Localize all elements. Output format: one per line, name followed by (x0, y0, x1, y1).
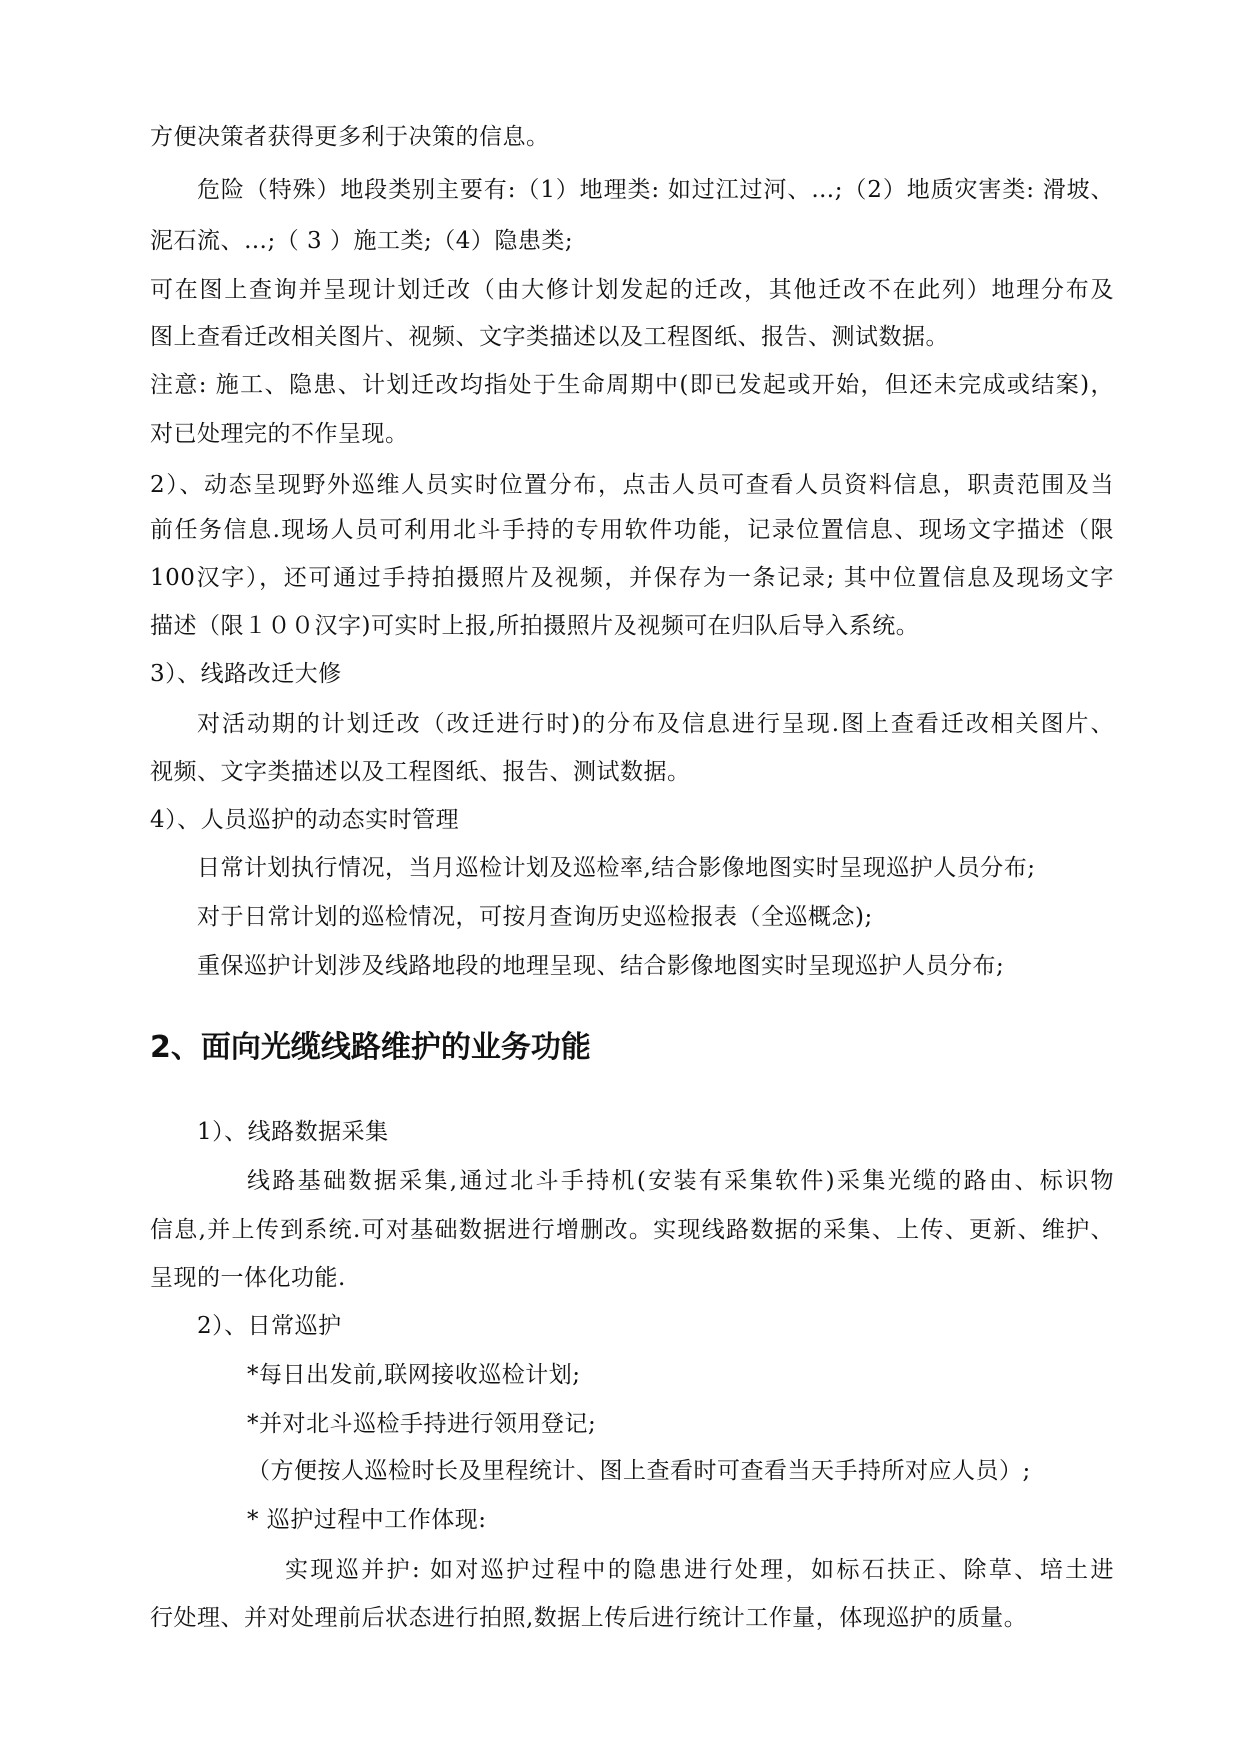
section-heading: 2、面向光缆线路维护的业务功能 (150, 1030, 591, 1065)
text-line: 1）、线路数据采集 (197, 1119, 389, 1145)
text-line: 描述（限１００汉字)可实时上报,所拍摄照片及视频可在归队后导入系统。 (150, 613, 920, 639)
text-line: *并对北斗巡检手持进行领用登记; (247, 1411, 597, 1437)
text-line: 信息,并上传到系统.可对基础数据进行增删改。实现线路数据的采集、上传、更新、维护、 (150, 1217, 1114, 1243)
text-line: 2）、日常巡护 (197, 1313, 342, 1339)
text-line: 图上查看迁改相关图片、视频、文字类描述以及工程图纸、报告、测试数据。 (150, 324, 949, 350)
text-line: *每日出发前,联网接收巡检计划; (247, 1362, 581, 1388)
text-line: 对于日常计划的巡检情况，可按月查询历史巡检报表（全巡概念); (197, 904, 873, 930)
text-line: 视频、文字类描述以及工程图纸、报告、测试数据。 (150, 759, 691, 785)
text-line: 对活动期的计划迁改（改迁进行时)的分布及信息进行呈现.图上查看迁改相关图片、 (197, 711, 1114, 737)
text-line: 方便决策者获得更多利于决策的信息。 (150, 124, 550, 150)
text-line: 日常计划执行情况，当月巡检计划及巡检率,结合影像地图实时呈现巡护人员分布; (197, 855, 1036, 881)
text-line: 泥石流、…;（ 3 ）施工类;（4）隐患类; (150, 228, 574, 254)
text-line: 危险（特殊）地段类别主要有:（1）地理类: 如过江过河、…;（2）地质灾害类: 滑坡、 (197, 177, 1114, 203)
text-line: 对已处理完的不作呈现。 (150, 421, 409, 447)
text-line: 2）、动态呈现野外巡维人员实时位置分布，点击人员可查看人员资料信息，职责范围及当 (150, 472, 1114, 498)
text-line: 实现巡并护: 如对巡护过程中的隐患进行处理，如标石扶正、除草、培土进 (285, 1557, 1114, 1583)
text-line: 线路基础数据采集,通过北斗手持机(安装有采集软件)采集光缆的路由、标识物 (247, 1168, 1114, 1194)
text-line: 4）、人员巡护的动态实时管理 (150, 807, 460, 833)
text-line: （方便按人巡检时长及里程统计、图上查看时可查看当天手持所对应人员）; (247, 1458, 1031, 1484)
text-line: 行处理、并对处理前后状态进行拍照,数据上传后进行统计工作量，体现巡护的质量。 (150, 1605, 1028, 1631)
text-line: 注意: 施工、隐患、计划迁改均指处于生命周期中(即已发起或开始，但还未完成或结案)， (150, 372, 1114, 398)
text-line: 3）、线路改迁大修 (150, 661, 342, 687)
text-line: * 巡护过程中工作体现: (247, 1507, 487, 1533)
text-line: 可在图上查询并呈现计划迁改（由大修计划发起的迁改，其他迁改不在此列）地理分布及 (150, 277, 1114, 303)
text-line: 100汉字），还可通过手持拍摄照片及视频，并保存为一条记录; 其中位置信息及现场文字 (150, 565, 1114, 591)
text-line: 呈现的一体化功能. (150, 1265, 346, 1291)
text-line: 前任务信息.现场人员可利用北斗手持的专用软件功能，记录位置信息、现场文字描述（限 (150, 517, 1114, 543)
text-line: 重保巡护计划涉及线路地段的地理呈现、结合影像地图实时呈现巡护人员分布; (197, 953, 1005, 979)
